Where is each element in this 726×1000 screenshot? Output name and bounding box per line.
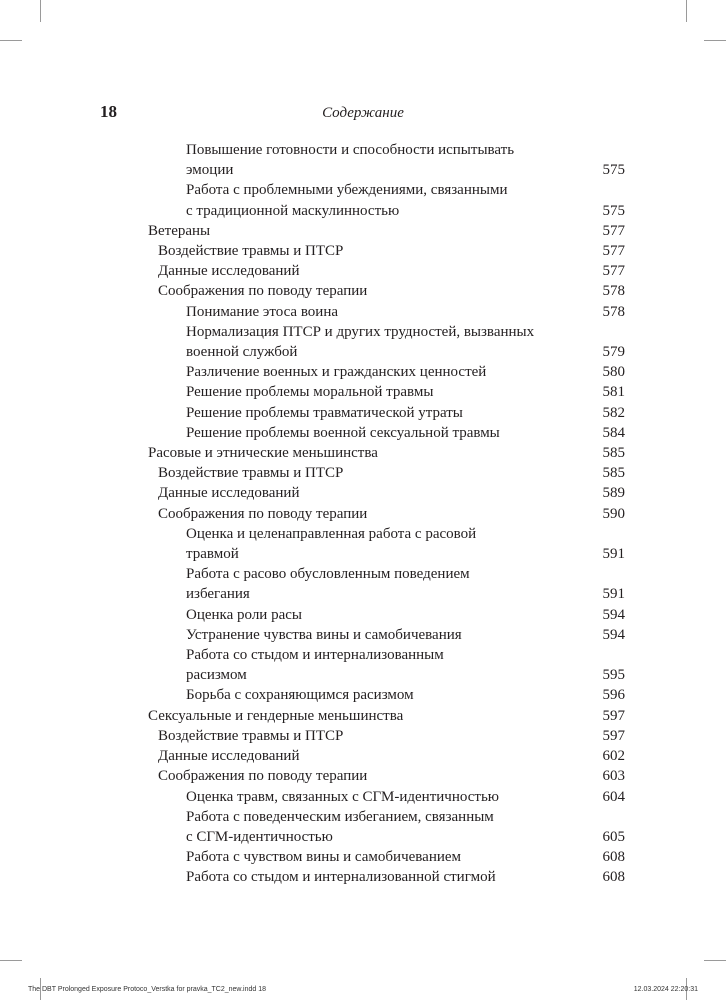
toc-entry-title bbox=[158, 463, 625, 483]
toc-entry-page-number: 579 bbox=[602, 344, 625, 361]
toc-entry-page-number: 577 bbox=[602, 263, 625, 280]
toc-entry-title bbox=[148, 221, 625, 241]
toc-entry-page-number: 608 bbox=[602, 869, 625, 886]
toc-entry-page-number: 575 bbox=[602, 202, 625, 219]
toc-entry bbox=[100, 281, 625, 301]
toc-entry-page-number: 608 bbox=[602, 849, 625, 866]
toc-entry bbox=[100, 261, 625, 281]
toc-entry-title-line: эмоции bbox=[186, 162, 234, 179]
toc-entry bbox=[100, 847, 625, 867]
toc-entry-title-line: Работа с чувством вины и самобичеванием bbox=[186, 849, 462, 866]
toc-entry-title-line: травмой bbox=[186, 546, 239, 563]
toc-entry-title bbox=[186, 847, 625, 867]
toc-entry bbox=[100, 746, 625, 766]
toc-entry bbox=[100, 403, 625, 423]
toc-entry-page-number: 591 bbox=[602, 546, 625, 563]
toc-entry bbox=[100, 524, 625, 564]
toc-entry-title-line: Данные исследований bbox=[158, 748, 300, 765]
toc-entry-title bbox=[186, 787, 625, 807]
crop-mark-right-bottom bbox=[704, 960, 726, 961]
toc-entry-page-number: 605 bbox=[602, 828, 625, 845]
toc-entry-page-number: 590 bbox=[602, 505, 625, 522]
toc-entry-title bbox=[158, 281, 625, 301]
toc-entry-page-number: 603 bbox=[602, 768, 625, 785]
toc-entry bbox=[100, 645, 625, 685]
toc-entry-title bbox=[158, 766, 625, 786]
toc-entry bbox=[100, 322, 625, 362]
running-head: Содержание bbox=[322, 105, 404, 121]
toc-entry-title bbox=[186, 564, 625, 604]
toc-entry-title-line: с СГМ-идентичностью bbox=[186, 828, 333, 845]
toc-entry-title-line: Оценка роли расы bbox=[186, 606, 302, 623]
toc-entry-title bbox=[158, 726, 625, 746]
toc-entry-page-number: 585 bbox=[602, 465, 625, 482]
toc-entry-page-number: 595 bbox=[602, 667, 625, 684]
toc-entry-page-number: 589 bbox=[602, 485, 625, 502]
toc-entry-title-line: Данные исследований bbox=[158, 263, 300, 280]
toc-entry-title-line: с традиционной маскулинностью bbox=[186, 202, 400, 219]
toc-entry bbox=[100, 221, 625, 241]
toc-entry bbox=[100, 362, 625, 382]
toc-entry-title-line: Работа со стыдом и интернализованной стигмой bbox=[186, 869, 496, 886]
toc-entry bbox=[100, 140, 625, 180]
toc-entry-title-line: Решение проблемы моральной травмы bbox=[186, 384, 434, 401]
toc-entry-title-line: Повышение готовности и способности испытывать bbox=[186, 142, 515, 158]
crop-mark-top-left bbox=[40, 0, 41, 22]
toc-entry-title-line: Сексуальные и гендерные меньшинства bbox=[148, 707, 404, 724]
toc-entry-title-line: Различение военных и гражданских ценностей bbox=[186, 364, 487, 381]
toc-entry-title bbox=[158, 241, 625, 261]
crop-mark-left-bottom bbox=[0, 960, 22, 961]
toc-entry-title bbox=[186, 605, 625, 625]
toc-entry-page-number: 604 bbox=[602, 788, 625, 805]
toc-entry-page-number: 597 bbox=[602, 727, 625, 744]
toc-entry bbox=[100, 241, 625, 261]
toc-entry-page-number: 581 bbox=[602, 384, 625, 401]
toc-entry-title bbox=[148, 443, 625, 463]
toc-entry-page-number: 602 bbox=[602, 748, 625, 765]
toc-entry bbox=[100, 867, 625, 887]
toc-entry-title-line: Работа с поведенческим избеганием, связанным bbox=[186, 808, 494, 825]
toc-entry-page-number: 577 bbox=[602, 222, 625, 239]
toc-entry-title bbox=[186, 382, 625, 402]
toc-entry bbox=[100, 302, 625, 322]
toc-entry-title-line: Соображения по поводу терапии bbox=[158, 283, 368, 300]
toc-entry-title-line: Соображения по поводу терапии bbox=[158, 768, 368, 785]
toc-entry-title-line: Решение проблемы военной сексуальной травмы bbox=[186, 424, 500, 441]
toc-entry-title-line: Расовые и этнические меньшинства bbox=[148, 445, 378, 462]
crop-mark-left-top bbox=[0, 40, 22, 41]
toc-entry-title bbox=[148, 706, 625, 726]
toc-entry-title-line: Устранение чувства вины и самобичевания bbox=[186, 626, 462, 643]
toc-entry-page-number: 597 bbox=[602, 707, 625, 724]
toc-entry-title-line: Решение проблемы травматической утраты bbox=[186, 404, 463, 421]
footer-timestamp: 12.03.2024 22:20:31 bbox=[633, 986, 698, 993]
toc-entry-page-number: 578 bbox=[602, 283, 625, 300]
toc-entry-title bbox=[186, 322, 625, 362]
toc-entry bbox=[100, 463, 625, 483]
toc-entry-title-line: Соображения по поводу терапии bbox=[158, 505, 368, 522]
toc-entry-title-line: Ветераны bbox=[148, 222, 211, 239]
toc-entry-page-number: 596 bbox=[602, 687, 625, 704]
toc-entry-page-number: 584 bbox=[602, 424, 625, 441]
toc-entry-title-line: Работа с проблемными убеждениями, связанными bbox=[186, 182, 508, 199]
toc-entry-title-line: Воздействие травмы и ПТСР bbox=[158, 465, 344, 482]
footer-file-slug: The DBT Prolonged Exposure Protoco_Verstka for pravka_TC2_new.indd 18 bbox=[28, 986, 267, 993]
toc-entry-title bbox=[186, 807, 625, 847]
toc-entry bbox=[100, 180, 625, 220]
toc-entry-title-line: Воздействие травмы и ПТСР bbox=[158, 727, 344, 744]
toc-entry bbox=[100, 382, 625, 402]
toc-entry-page-number: 575 bbox=[602, 162, 625, 179]
toc-entry-title bbox=[186, 140, 625, 180]
crop-mark-right-top bbox=[704, 40, 726, 41]
toc-entry-title bbox=[186, 302, 625, 322]
toc-entry-page-number: 594 bbox=[602, 626, 625, 643]
toc-entry-title bbox=[158, 746, 625, 766]
toc-entry bbox=[100, 423, 625, 443]
toc-entry-title-line: Оценка и целенаправленная работа с расовой bbox=[186, 525, 477, 542]
toc-entry bbox=[100, 504, 625, 524]
toc-entry bbox=[100, 787, 625, 807]
toc-entry bbox=[100, 685, 625, 705]
toc-entry bbox=[100, 443, 625, 463]
toc-entry-title bbox=[158, 261, 625, 281]
toc-entry-page-number: 582 bbox=[602, 404, 625, 421]
toc-entry-page-number: 580 bbox=[602, 364, 625, 381]
toc-entry-title-line: расизмом bbox=[186, 667, 247, 684]
toc-entry-title bbox=[186, 403, 625, 423]
toc-entry bbox=[100, 766, 625, 786]
page-number: 18 bbox=[100, 102, 117, 121]
toc-entry-title bbox=[186, 362, 625, 382]
toc-entry bbox=[100, 564, 625, 604]
toc-entry-page-number: 591 bbox=[602, 586, 625, 603]
toc-entry-title-line: Воздействие травмы и ПТСР bbox=[158, 243, 344, 260]
toc-entry-page-number: 578 bbox=[602, 303, 625, 320]
toc-entry-title bbox=[186, 423, 625, 443]
toc-entry-title-line: Оценка травм, связанных с СГМ-идентичностью bbox=[186, 788, 499, 805]
toc-entry-title-line: Понимание этоса воина bbox=[186, 303, 339, 320]
toc-entry-title-line: Данные исследований bbox=[158, 485, 300, 502]
toc-entry-title-line: военной службой bbox=[186, 344, 298, 361]
toc-entry-title-line: Работа со стыдом и интернализованным bbox=[186, 647, 444, 664]
toc-entry-page-number: 594 bbox=[602, 606, 625, 623]
toc-entry-title bbox=[186, 645, 625, 685]
toc-entry-title bbox=[186, 524, 625, 564]
toc-entry-title bbox=[186, 867, 625, 887]
toc-entry bbox=[100, 483, 625, 503]
toc-entry bbox=[100, 625, 625, 645]
toc-entry-page-number: 577 bbox=[602, 243, 625, 260]
toc-entry-title-line: Борьба с сохраняющимся расизмом bbox=[186, 687, 414, 704]
toc-entry bbox=[100, 726, 625, 746]
toc-entry-title-line: Работа с расово обусловленным поведением bbox=[186, 566, 470, 583]
toc-entry-title bbox=[186, 180, 625, 220]
toc-entry-page-number: 585 bbox=[602, 445, 625, 462]
toc-entry bbox=[100, 706, 625, 726]
toc-entry-title bbox=[158, 504, 625, 524]
toc-entry-title-line: избегания bbox=[186, 586, 250, 603]
toc-entry bbox=[100, 807, 625, 847]
toc-entry-title bbox=[186, 685, 625, 705]
toc-entry-title bbox=[186, 625, 625, 645]
toc-entry bbox=[100, 605, 625, 625]
toc-entry-title bbox=[158, 483, 625, 503]
crop-mark-top-right bbox=[686, 0, 687, 22]
toc-entry-title-line: Нормализация ПТСР и других трудностей, вызванных bbox=[186, 323, 535, 340]
table-of-contents bbox=[100, 140, 625, 888]
